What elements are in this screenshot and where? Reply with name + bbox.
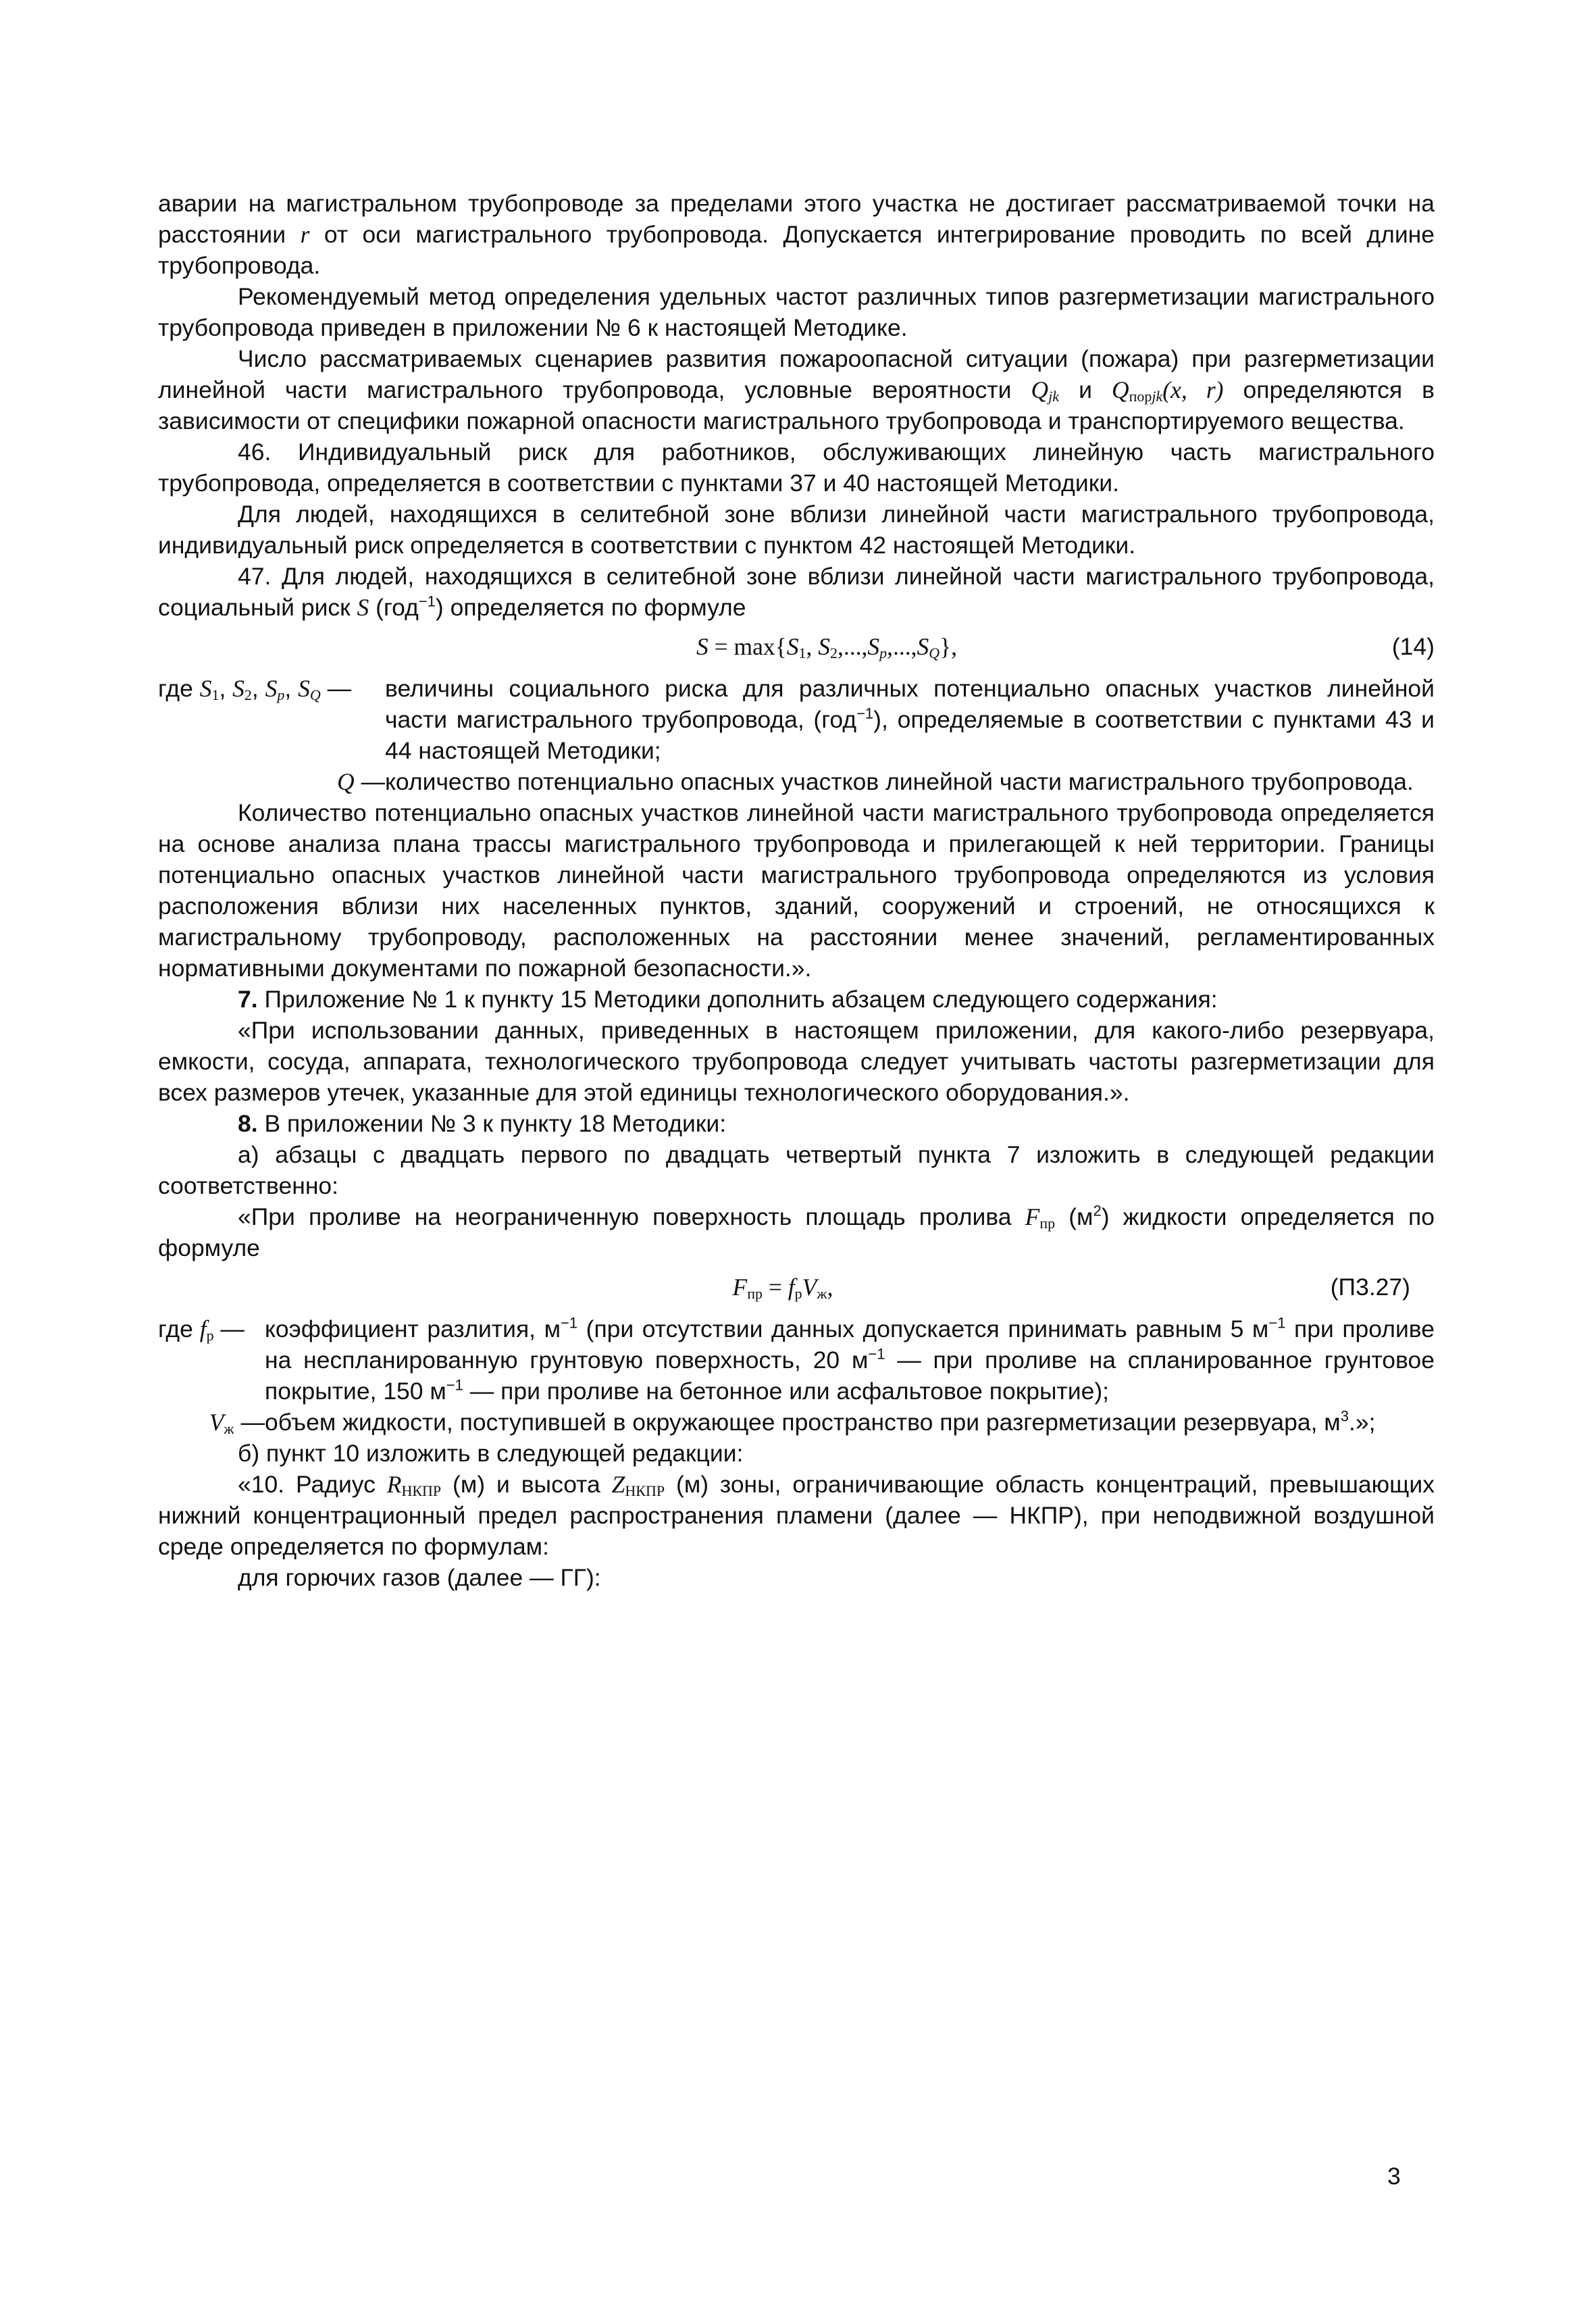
paragraph-scenarios: Число рассматриваемых сценариев развития пожароопасной ситуации (пожара) при разгерметизации линейной части магистрального трубопровода, условные вероятности $Q_{jk}$ и $Q_{порjk}(x$, r) определяются в зависимости от специфики пожарной опасности магистрального трубопровода и транспортируемого вещества.	[158, 345, 1435, 434]
formula-p3-27-definitions	[158, 1313, 1435, 1438]
formula-14-number: (14)	[1391, 633, 1435, 660]
paragraph-item-8: 8. В приложении № 3 к пункту 18 Методики:	[238, 1110, 727, 1137]
paragraph-item-8a: а) абзацы с двадцать первого по двадцать четвертый пункта 7 изложить в следующей редакции соответственно:	[158, 1141, 1435, 1199]
definition-term-fp: где $f_р$ —	[158, 1315, 244, 1344]
definition-term-vzh: $V_ж$ —	[209, 1409, 265, 1437]
paragraph-item-8b: б) пункт 10 изложить в следующей редакции:	[238, 1440, 744, 1467]
paragraph-46: 46. Индивидуальный риск для работников, обслуживающих линейную часть магистрального трубопровода, определяется в соответствии с пунктами 37 и 40 настоящей Методики.	[158, 438, 1435, 497]
paragraph-47: 47. Для людей, находящихся в селитебной зоне вблизи линейной части магистрального трубопровода, социальный риск S (год$^{-1}$) определяется по формуле	[158, 563, 1435, 621]
formula-14-expression: $S = \max\{S_1$, $S_2,...,S_p,...,S_Q$},	[696, 633, 957, 661]
formula-p3-27-number: (П3.27)	[1330, 1274, 1410, 1301]
paragraph-item-7: 7. Приложение № 1 к пункту 15 Методики дополнить абзацем следующего содержания:	[238, 986, 1218, 1013]
formula-p3-27-expression: $F_{пр} = f_рV_ж$,	[732, 1274, 833, 1302]
paragraph-item-7-text: «При использовании данных, приведенных в настоящем приложении, для какого-либо резервуара, емкости, сосуда, аппарата, технологического трубопровода следует учитывать частоты разгерметизации для всех размеров утечек, указанные для этой единицы технологического оборудования.».	[158, 1017, 1435, 1106]
definition-term-s: где $S_1$, $S_2$, $S_p$, $S_Q$ —	[158, 675, 352, 703]
formula-p3-27	[158, 1272, 1435, 1303]
formula-14	[158, 631, 1435, 662]
definition-s-values: где $S_1$, $S_2$, $S_p$, $S_Q$ — величины социального риска для различных потенциально опасных участков линейной части магистрального трубопровода, (год$^{-1}$), определяемые в соответствии с пунктами 43 и 44 настоящей Методики;	[158, 673, 1435, 766]
definition-q: Q — количество потенциально опасных участков линейной части магистрального трубопровода.	[158, 766, 1435, 797]
definition-fp: где $f_р$ — коэффициент разлития, $м^{-1}$ (при отсутствии данных допускается принимать равным 5 $м^{-1}$ при проливе на неспланированную грунтовую поверхность, 20 $м^{-1}$ — при проливе на спланированное грунтовое покрытие, 150 $м^{-1}$ — при проливе на бетонное или асфальтовое покрытие);	[158, 1314, 1435, 1405]
page-body	[158, 188, 1435, 1593]
paragraph-item-10: «10. Радиус $R_{НКПР}$ (м) и высота $Z_{НКПР}$ (м) зоны, ограничивающие область концентраций, превышающих нижний концентрационный предел распространения пламени (далее — НКПР), при неподвижной воздушной среде определяется по формулам:	[158, 1471, 1435, 1560]
definition-vzh: $V_ж$ — объем жидкости, поступившей в окружающее пространство при разгерметизации резервуара, $м^3$.»;	[158, 1407, 1435, 1438]
definition-term-q: Q —	[336, 768, 385, 795]
paragraph-spill-area: «При проливе на неограниченную поверхность площадь пролива $F_{пр}$ $(м^2)$ жидкости определяется по формуле	[158, 1202, 1435, 1261]
paragraph-flammable-gases: для горючих газов (далее — ГГ):	[238, 1564, 601, 1591]
formula-14-definitions	[158, 673, 1435, 797]
paragraph-continuation: аварии на магистральном трубопроводе за пределами этого участка не достигает рассматриваемой точки на расстоянии r от оси магистрального трубопровода. Допускается интегрирование проводить по всей длине трубопровода.	[158, 190, 1435, 279]
paragraph-residential-individual-risk: Для людей, находящихся в селитебной зоне вблизи линейной части магистрального трубопровода, индивидуальный риск определяется в соответствии с пунктом 42 настоящей Методики.	[158, 501, 1435, 559]
page-number: 3	[1387, 2163, 1401, 2190]
paragraph-hazardous-sections: Количество потенциально опасных участков линейной части магистрального трубопровода определяется на основе анализа плана трассы магистрального трубопровода и прилегающей к ней территории. Границы потенциально опасных участков линейной части магистрального трубопровода определяются из условия расположения вблизи них населенных пунктов, зданий, сооружений и строений, не относящихся к магистральному трубопроводу, расположенных на расстоянии менее значений, регламентированных нормативными документами по пожарной безопасности.».	[158, 799, 1435, 982]
paragraph-method: Рекомендуемый метод определения удельных частот различных типов разгерметизации магистрального трубопровода приведен в приложении № 6 к настоящей Методике.	[158, 283, 1435, 341]
